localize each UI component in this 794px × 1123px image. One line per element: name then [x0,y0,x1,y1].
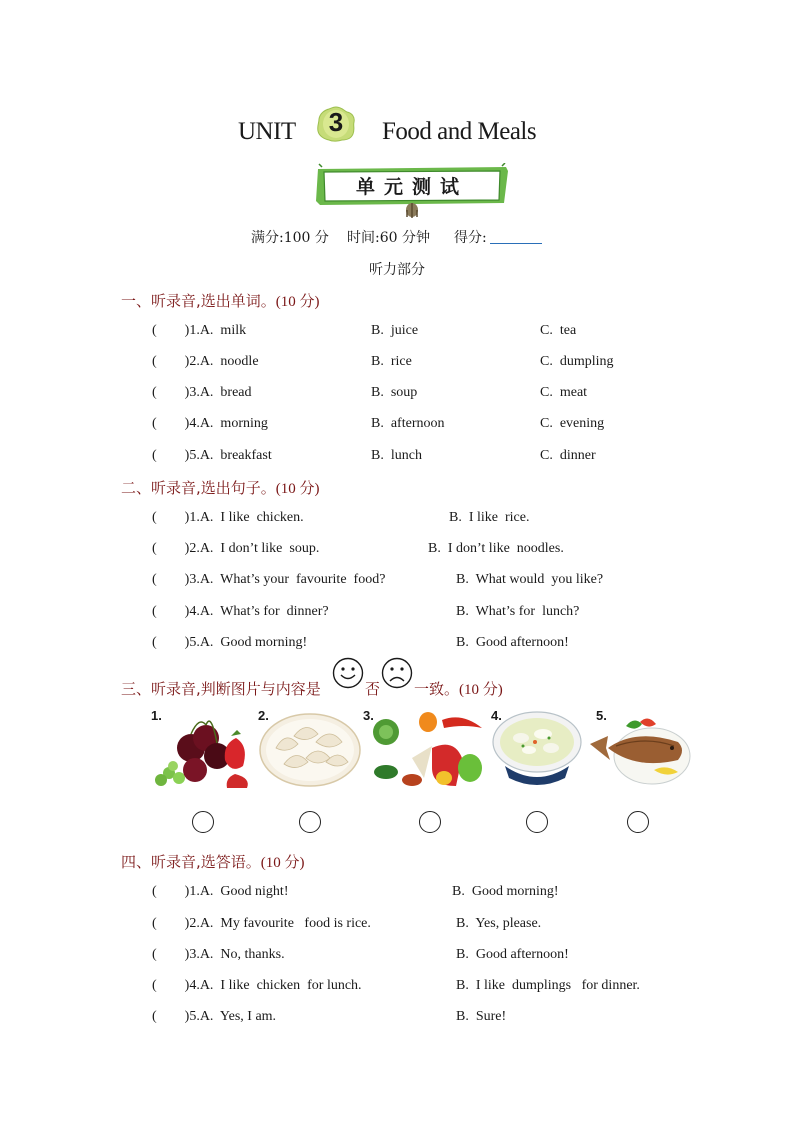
s4-q4-a[interactable]: ( )4.A. I like chicken for lunch. [152,978,362,993]
section-4-heading-text: 四、听录音,选答语。 [121,853,261,871]
s2-q4-b: B. What’s for lunch? [456,604,580,619]
banner-label: 单元测试 [355,176,468,198]
answer-circle-1[interactable] [192,811,214,833]
fruit-picture-icon [151,708,255,788]
answer-circle-4[interactable] [526,811,548,833]
s1-q5-a[interactable]: ( )5.A. breakfast [152,448,272,463]
s2-q3-b: B. What would you like? [456,572,604,587]
section-3-heading-mid: 否 [365,680,381,698]
section-3-heading [121,678,321,699]
full-score: 满分:100 分 [251,230,329,246]
unit-test-banner [314,163,510,219]
s2-q5-b: B. Good afternoon! [456,635,569,650]
section-4-points: (10 分) [260,855,305,871]
section-2-points: (10 分) [275,481,320,497]
s1-q1-c: C. tea [540,323,577,338]
s2-q3-a[interactable]: ( )3.A. What’s your favourite food? [152,572,386,587]
section-1-heading [121,290,320,311]
unit-title: Food and Meals [382,118,537,145]
section-1-heading-text: 一、听录音,选出单词。 [121,292,276,310]
s4-q1-b: B. Good morning! [452,884,559,899]
s1-q4-c: C. evening [540,416,605,431]
section-2-heading [121,477,320,498]
unit-number: 3 [328,107,344,137]
s4-q5-a[interactable]: ( )5.A. Yes, I am. [152,1009,277,1024]
picture-1-number: 1. [151,708,162,723]
section-3-heading-post [414,678,503,699]
score-blank[interactable] [490,243,542,244]
dumplings-picture-icon [258,708,362,788]
s4-q1-a[interactable]: ( )1.A. Good night! [152,884,289,899]
s2-q1-a[interactable]: ( )1.A. I like chicken. [152,510,304,525]
s2-q4-a[interactable]: ( )4.A. What’s for dinner? [152,604,329,619]
answer-circle-2[interactable] [299,811,321,833]
sad-face-icon [381,657,413,689]
s4-q2-a[interactable]: ( )2.A. My favourite food is rice. [152,916,371,931]
s4-q3-a[interactable]: ( )3.A. No, thanks. [152,947,285,962]
s4-q5-b: B. Sure! [456,1009,507,1024]
unit-word: UNIT [238,118,296,145]
section-4-heading [121,851,305,872]
section-3-heading-pre: 三、听录音,判断图片与内容是 [121,680,321,698]
soup-bowl-picture-icon [491,708,583,788]
section-1-points: (10 分) [275,294,320,310]
section-3-points: (10 分) [459,682,503,698]
picture-2-number: 2. [258,708,269,723]
picture-5-number: 5. [596,708,607,723]
s2-q2-b: B. I don’t like noodles. [428,541,564,556]
s1-q4-b: B. afternoon [371,416,445,431]
s4-q2-b: B. Yes, please. [456,916,542,931]
section-2-heading-text: 二、听录音,选出句子。 [121,479,276,497]
unit-number-badge [316,105,356,143]
s4-q3-b: B. Good afternoon! [456,947,569,962]
s1-q3-b: B. soup [371,385,418,400]
s1-q2-a[interactable]: ( )2.A. noodle [152,354,259,369]
s1-q4-a[interactable]: ( )4.A. morning [152,416,268,431]
s1-q2-c: C. dumpling [540,354,614,369]
s1-q1-a[interactable]: ( )1.A. milk [152,323,247,338]
section-3-heading-post-text: 一致。 [414,680,460,698]
time-limit: 时间:60 分钟 [347,230,430,246]
s1-q1-b: B. juice [371,323,419,338]
answer-circle-3[interactable] [419,811,441,833]
s1-q3-a[interactable]: ( )3.A. bread [152,385,252,400]
s1-q5-c: C. dinner [540,448,596,463]
vegetables-picture-icon [372,708,490,788]
part-title: 听力部分 [369,262,425,278]
answer-circle-5[interactable] [627,811,649,833]
s4-q4-b: B. I like dumplings for dinner. [456,978,640,993]
s2-q1-b: B. I like rice. [449,510,530,525]
score-label: 得分: [454,230,487,246]
s1-q3-c: C. meat [540,385,588,400]
s2-q2-a[interactable]: ( )2.A. I don’t like soup. [152,541,320,556]
picture-3-number: 3. [363,708,374,723]
s1-q2-b: B. rice [371,354,412,369]
s2-q5-a[interactable]: ( )5.A. Good morning! [152,635,308,650]
fish-dish-picture-icon [586,708,692,788]
s1-q5-b: B. lunch [371,448,422,463]
smiley-face-icon [332,657,364,689]
picture-4-number: 4. [491,708,502,723]
